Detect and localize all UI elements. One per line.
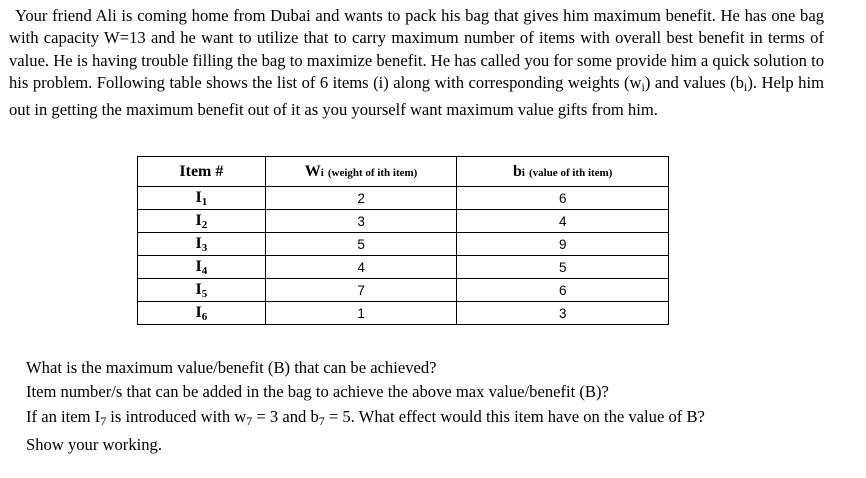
question-3-sub-2: 7 — [246, 413, 253, 428]
item-letter: I — [195, 211, 202, 229]
intro-sub-1: i — [641, 80, 645, 95]
items-table — [137, 156, 669, 325]
header-weight-sub: i — [320, 166, 324, 179]
question-2 — [0, 380, 854, 404]
intro-text-2: ) and values (b — [644, 73, 744, 93]
table-row — [138, 210, 669, 233]
header-item-label: Item # — [179, 162, 224, 180]
question-3-text-2: is introduced with w — [106, 406, 247, 426]
item-index: 6 — [201, 310, 208, 323]
item-letter: I — [195, 280, 202, 298]
intro-text-3: ). Help him out in getting the maximum benefit out of it as you yourself want maximum value gifts from him. — [9, 73, 824, 119]
question-3-text-5: Show your working. — [26, 435, 162, 455]
header-value-sub: i — [521, 166, 525, 179]
item-cell — [138, 210, 266, 233]
item-cell — [138, 279, 266, 302]
table-row — [138, 187, 669, 210]
header-weight-symbol: W — [304, 162, 321, 180]
item-letter: I — [195, 257, 202, 275]
table-row — [138, 302, 669, 325]
value-cell: 6 — [457, 279, 669, 302]
weight-cell: 1 — [265, 302, 457, 325]
item-cell — [138, 302, 266, 325]
weight-cell: 5 — [265, 233, 457, 256]
item-letter: I — [195, 234, 202, 252]
question-3-sub-1: 7 — [100, 413, 107, 428]
header-value — [457, 157, 669, 187]
item-cell — [138, 187, 266, 210]
question-1-text: What is the maximum value/benefit (B) that can be achieved? — [26, 358, 437, 377]
value-cell: 3 — [457, 302, 669, 325]
item-index: 2 — [201, 218, 208, 231]
weight-cell: 3 — [265, 210, 457, 233]
value-cell: 9 — [457, 233, 669, 256]
item-cell — [138, 256, 266, 279]
question-3-sub-3: 7 — [318, 413, 325, 428]
item-cell — [138, 233, 266, 256]
header-value-symbol: b — [513, 162, 522, 180]
item-letter: I — [195, 188, 202, 206]
weight-cell: 4 — [265, 256, 457, 279]
table-row — [138, 233, 669, 256]
table-header-row — [138, 157, 669, 187]
intro-text-1: Your friend Ali is coming home from Dubai and wants to pack his bag that gives him maximum benefit. He has one bag with capacity W=13 and he want to utilize that to carry maximum number of items with overall best benefit in terms of value. He is having trouble filling the bag to maximize benefit. He has called you for some provide him a quick solution to his problem. Following table shows the list of 6 items (i) along with corresponding weights (w — [9, 6, 824, 93]
item-letter: I — [195, 303, 202, 321]
question-3-text-4: = 5. What effect would this item have on the value of B? — [324, 406, 705, 426]
question-list — [0, 356, 854, 458]
item-index: 4 — [201, 264, 208, 277]
header-item — [138, 157, 266, 187]
question-2-text: Item number/s that can be added in the bag to achieve the above max value/benefit (B)? — [26, 382, 609, 402]
question-3-text-3: = 3 and b — [252, 406, 319, 426]
item-index: 3 — [201, 241, 208, 254]
item-index: 5 — [201, 287, 208, 300]
table-row — [138, 279, 669, 302]
value-cell: 6 — [457, 187, 669, 210]
question-1 — [0, 356, 854, 380]
problem-statement — [9, 5, 824, 121]
question-3 — [0, 405, 854, 458]
item-index: 1 — [201, 195, 208, 208]
question-3-text-1: If an item I — [26, 406, 101, 426]
header-value-note: (value of ith item) — [528, 166, 613, 179]
header-weight-note: (weight of ith item) — [327, 166, 418, 179]
value-cell: 5 — [457, 256, 669, 279]
table-row — [138, 256, 669, 279]
weight-cell: 2 — [265, 187, 457, 210]
value-cell: 4 — [457, 210, 669, 233]
header-weight — [265, 157, 457, 187]
intro-sub-2: i — [743, 80, 748, 95]
weight-cell: 7 — [265, 279, 457, 302]
